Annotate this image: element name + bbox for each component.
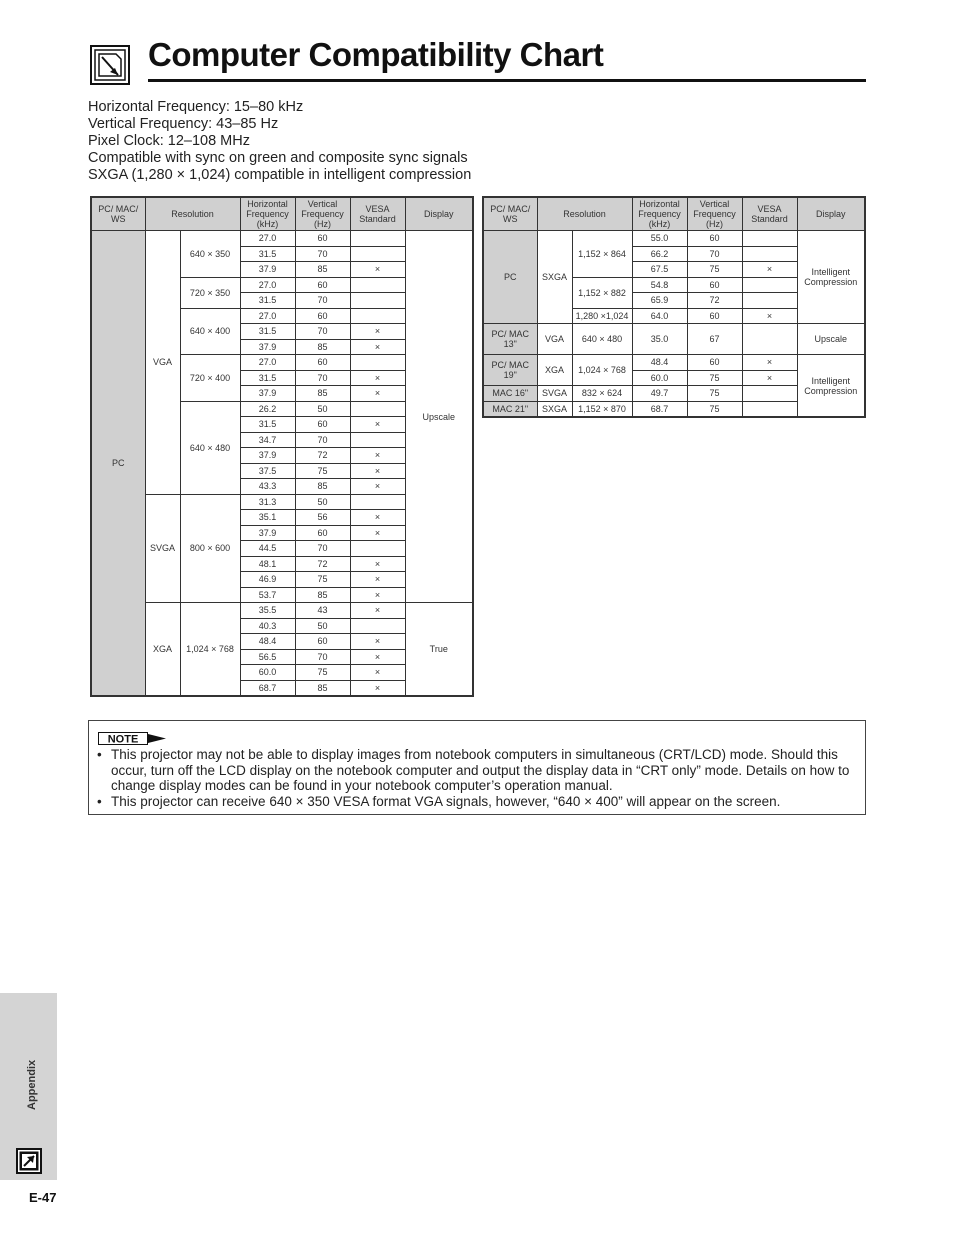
platform-cell: PC — [483, 231, 537, 324]
vesa-cell — [350, 618, 405, 634]
v-freq-cell: 75 — [687, 262, 742, 278]
h-freq-cell: 46.9 — [240, 572, 295, 588]
v-freq-cell: 85 — [295, 262, 350, 278]
page-corner-icon — [16, 1148, 42, 1174]
h-freq-cell: 37.9 — [240, 386, 295, 402]
vesa-cell: × — [350, 479, 405, 495]
v-freq-cell: 60 — [295, 525, 350, 541]
resolution-cell: 640 × 480 — [180, 401, 240, 494]
table-header-row — [91, 197, 473, 231]
h-freq-cell: 68.7 — [240, 680, 295, 696]
vesa-cell — [742, 386, 797, 402]
v-freq-cell: 70 — [295, 293, 350, 309]
vesa-cell: × — [350, 370, 405, 386]
h-freq-cell: 31.5 — [240, 324, 295, 340]
v-freq-cell: 43 — [295, 603, 350, 619]
h-freq-cell: 43.3 — [240, 479, 295, 495]
v-freq-cell: 70 — [295, 370, 350, 386]
platform-cell: PC — [91, 231, 145, 697]
v-freq-cell: 60 — [687, 308, 742, 324]
h-freq-cell: 27.0 — [240, 231, 295, 247]
header-vesa-standard: VESA Standard — [742, 197, 797, 231]
h-freq-cell: 53.7 — [240, 587, 295, 603]
group-cell: XGA — [537, 355, 572, 386]
v-freq-cell: 75 — [687, 370, 742, 386]
header-resolution: Resolution — [145, 197, 240, 231]
vesa-cell — [350, 355, 405, 371]
vesa-cell — [350, 541, 405, 557]
vesa-cell: × — [350, 339, 405, 355]
h-freq-cell: 31.5 — [240, 417, 295, 433]
header-horizontal-frequency: Horizontal Frequency (kHz) — [240, 197, 295, 231]
v-freq-cell: 85 — [295, 587, 350, 603]
h-freq-cell: 65.9 — [632, 293, 687, 309]
vesa-cell — [350, 432, 405, 448]
v-freq-cell: 75 — [687, 386, 742, 402]
h-freq-cell: 37.9 — [240, 339, 295, 355]
group-cell: XGA — [145, 603, 180, 697]
display-cell: Upscale — [797, 324, 865, 355]
vesa-cell: × — [350, 386, 405, 402]
v-freq-cell: 60 — [295, 277, 350, 293]
note-item: • This projector can receive 640 × 350 VESA format VGA signals, however, “640 × 400” will appear on the screen. — [97, 793, 781, 809]
resolution-cell: 1,024 × 768 — [572, 355, 632, 386]
h-freq-cell: 31.5 — [240, 246, 295, 262]
table-header-row — [483, 197, 865, 231]
spec-sxga-compat: SXGA (1,280 × 1,024) compatible in intelligent compression — [88, 167, 472, 183]
v-freq-cell: 60 — [687, 355, 742, 371]
note-badge — [98, 732, 168, 745]
resolution-cell: 800 × 600 — [180, 494, 240, 603]
page-title: Computer Compatibility Chart — [148, 36, 604, 73]
table-row — [91, 603, 473, 619]
spec-list — [88, 99, 471, 184]
h-freq-cell: 27.0 — [240, 277, 295, 293]
platform-cell: MAC 16" — [483, 386, 537, 402]
vesa-cell — [742, 324, 797, 355]
v-freq-cell: 70 — [295, 541, 350, 557]
h-freq-cell: 40.3 — [240, 618, 295, 634]
vesa-cell: × — [350, 634, 405, 650]
v-freq-cell: 56 — [295, 510, 350, 526]
header-platform: PC/ MAC/ WS — [483, 197, 537, 231]
vesa-cell — [742, 401, 797, 417]
vesa-cell: × — [350, 463, 405, 479]
note-list — [97, 747, 863, 809]
v-freq-cell: 60 — [687, 277, 742, 293]
v-freq-cell: 85 — [295, 479, 350, 495]
h-freq-cell: 49.7 — [632, 386, 687, 402]
vesa-cell: × — [350, 510, 405, 526]
h-freq-cell: 27.0 — [240, 308, 295, 324]
h-freq-cell: 37.9 — [240, 448, 295, 464]
resolution-cell: 720 × 400 — [180, 355, 240, 402]
v-freq-cell: 70 — [295, 649, 350, 665]
v-freq-cell: 60 — [295, 634, 350, 650]
resolution-cell: 640 × 400 — [180, 308, 240, 355]
note-text: This projector can receive 640 × 350 VESA format VGA signals, however, “640 × 400” will appear on the screen. — [111, 793, 781, 809]
display-cell: Upscale — [405, 231, 473, 603]
vesa-cell: × — [350, 324, 405, 340]
vesa-cell — [742, 277, 797, 293]
h-freq-cell: 35.1 — [240, 510, 295, 526]
vesa-cell — [742, 246, 797, 262]
h-freq-cell: 26.2 — [240, 401, 295, 417]
header-vertical-frequency: Vertical Frequency (Hz) — [295, 197, 350, 231]
table-row — [483, 355, 865, 371]
header-vesa-standard: VESA Standard — [350, 197, 405, 231]
v-freq-cell: 70 — [295, 432, 350, 448]
group-cell: SVGA — [145, 494, 180, 603]
v-freq-cell: 75 — [295, 572, 350, 588]
platform-cell: PC/ MAC 13" — [483, 324, 537, 355]
v-freq-cell: 60 — [295, 308, 350, 324]
h-freq-cell: 60.0 — [240, 665, 295, 681]
title-rule — [148, 79, 866, 82]
vesa-cell — [350, 494, 405, 510]
note-item: • This projector may not be able to display images from notebook computers in simultaneous (CRT/LCD) mode. Should this occur, turn off the LCD display on the notebook computer and output the display data in “CRT only” mode. Details on how to change display modes can be found in your notebook computer’s operation manual. — [97, 747, 850, 793]
h-freq-cell: 48.4 — [632, 355, 687, 371]
note-badge-label: NOTE — [107, 733, 139, 745]
header-platform: PC/ MAC/ WS — [91, 197, 145, 231]
vesa-cell — [350, 401, 405, 417]
v-freq-cell: 50 — [295, 401, 350, 417]
v-freq-cell: 72 — [295, 556, 350, 572]
v-freq-cell: 50 — [295, 618, 350, 634]
vesa-cell — [350, 277, 405, 293]
v-freq-cell: 72 — [295, 448, 350, 464]
v-freq-cell: 70 — [295, 246, 350, 262]
h-freq-cell: 48.1 — [240, 556, 295, 572]
v-freq-cell: 75 — [295, 463, 350, 479]
h-freq-cell: 31.5 — [240, 293, 295, 309]
vesa-cell: × — [350, 448, 405, 464]
vesa-cell: × — [350, 587, 405, 603]
h-freq-cell: 34.7 — [240, 432, 295, 448]
table-row — [483, 324, 865, 355]
vesa-cell — [350, 231, 405, 247]
vesa-cell: × — [350, 649, 405, 665]
v-freq-cell: 85 — [295, 339, 350, 355]
resolution-cell: 1,152 × 870 — [572, 401, 632, 417]
h-freq-cell: 54.8 — [632, 277, 687, 293]
vesa-cell: × — [742, 308, 797, 324]
resolution-cell: 640 × 350 — [180, 231, 240, 278]
table-row — [91, 231, 473, 247]
platform-cell: MAC 21" — [483, 401, 537, 417]
section-label: Appendix — [26, 1059, 38, 1110]
note-text: This projector may not be able to display images from notebook computers in simultaneous (CRT/LCD) mode. Should this occur, turn off the LCD display on the notebook computer and output the display data in “CRT only” mode. Details on how to change display modes can be found in your notebook computer’s operation manual. — [111, 747, 850, 793]
spec-pixel-clock: Pixel Clock: 12–108 MHz — [88, 133, 250, 149]
h-freq-cell: 35.0 — [632, 324, 687, 355]
vesa-cell: × — [350, 556, 405, 572]
v-freq-cell: 60 — [295, 355, 350, 371]
header-display: Display — [405, 197, 473, 231]
group-cell: VGA — [537, 324, 572, 355]
header-resolution: Resolution — [537, 197, 632, 231]
page-number: E-47 — [29, 1190, 57, 1205]
vesa-cell: × — [742, 370, 797, 386]
vesa-cell: × — [350, 603, 405, 619]
v-freq-cell: 60 — [295, 231, 350, 247]
v-freq-cell: 75 — [295, 665, 350, 681]
vesa-cell — [350, 293, 405, 309]
spec-vertical-frequency: Vertical Frequency: 43–85 Hz — [88, 116, 279, 132]
v-freq-cell: 50 — [295, 494, 350, 510]
header-vertical-frequency: Vertical Frequency (Hz) — [687, 197, 742, 231]
v-freq-cell: 85 — [295, 680, 350, 696]
vesa-cell: × — [350, 665, 405, 681]
vesa-cell: × — [350, 417, 405, 433]
v-freq-cell: 72 — [687, 293, 742, 309]
h-freq-cell: 68.7 — [632, 401, 687, 417]
h-freq-cell: 37.9 — [240, 525, 295, 541]
h-freq-cell: 48.4 — [240, 634, 295, 650]
resolution-cell: 640 × 480 — [572, 324, 632, 355]
vesa-cell: × — [350, 525, 405, 541]
spec-sync-compat: Compatible with sync on green and composite sync signals — [88, 150, 468, 166]
h-freq-cell: 56.5 — [240, 649, 295, 665]
v-freq-cell: 67 — [687, 324, 742, 355]
h-freq-cell: 67.5 — [632, 262, 687, 278]
display-cell: Intelligent Compression — [797, 355, 865, 418]
spec-horizontal-frequency: Horizontal Frequency: 15–80 kHz — [88, 99, 304, 115]
vesa-cell: × — [350, 262, 405, 278]
h-freq-cell: 37.5 — [240, 463, 295, 479]
table-row — [483, 231, 865, 247]
v-freq-cell: 75 — [687, 401, 742, 417]
v-freq-cell: 60 — [687, 231, 742, 247]
vesa-cell: × — [742, 262, 797, 278]
resolution-cell: 1,024 × 768 — [180, 603, 240, 697]
group-cell: SXGA — [537, 231, 572, 324]
display-cell: True — [405, 603, 473, 697]
v-freq-cell: 70 — [295, 324, 350, 340]
resolution-cell: 1,152 × 882 — [572, 277, 632, 308]
h-freq-cell: 31.5 — [240, 370, 295, 386]
h-freq-cell: 35.5 — [240, 603, 295, 619]
h-freq-cell: 66.2 — [632, 246, 687, 262]
platform-cell: PC/ MAC 19" — [483, 355, 537, 386]
vesa-cell — [742, 293, 797, 309]
vesa-cell — [742, 231, 797, 247]
vesa-cell — [350, 308, 405, 324]
header-display: Display — [797, 197, 865, 231]
header-horizontal-frequency: Horizontal Frequency (kHz) — [632, 197, 687, 231]
v-freq-cell: 85 — [295, 386, 350, 402]
vesa-cell — [350, 246, 405, 262]
resolution-cell: 1,280 ×1,024 — [572, 308, 632, 324]
h-freq-cell: 27.0 — [240, 355, 295, 371]
vesa-cell: × — [350, 680, 405, 696]
vesa-cell: × — [742, 355, 797, 371]
note-box — [88, 720, 866, 815]
compatibility-table-left — [90, 196, 474, 697]
resolution-cell: 1,152 × 864 — [572, 231, 632, 278]
group-cell: SXGA — [537, 401, 572, 417]
h-freq-cell: 44.5 — [240, 541, 295, 557]
h-freq-cell: 31.3 — [240, 494, 295, 510]
h-freq-cell: 60.0 — [632, 370, 687, 386]
resolution-cell: 832 × 624 — [572, 386, 632, 402]
h-freq-cell: 64.0 — [632, 308, 687, 324]
resolution-cell: 720 × 350 — [180, 277, 240, 308]
page-corner-icon — [90, 45, 130, 85]
group-cell: SVGA — [537, 386, 572, 402]
compatibility-table-right — [482, 196, 866, 418]
v-freq-cell: 60 — [295, 417, 350, 433]
h-freq-cell: 55.0 — [632, 231, 687, 247]
group-cell: VGA — [145, 231, 180, 495]
v-freq-cell: 70 — [687, 246, 742, 262]
h-freq-cell: 37.9 — [240, 262, 295, 278]
display-cell: Intelligent Compression — [797, 231, 865, 324]
vesa-cell: × — [350, 572, 405, 588]
